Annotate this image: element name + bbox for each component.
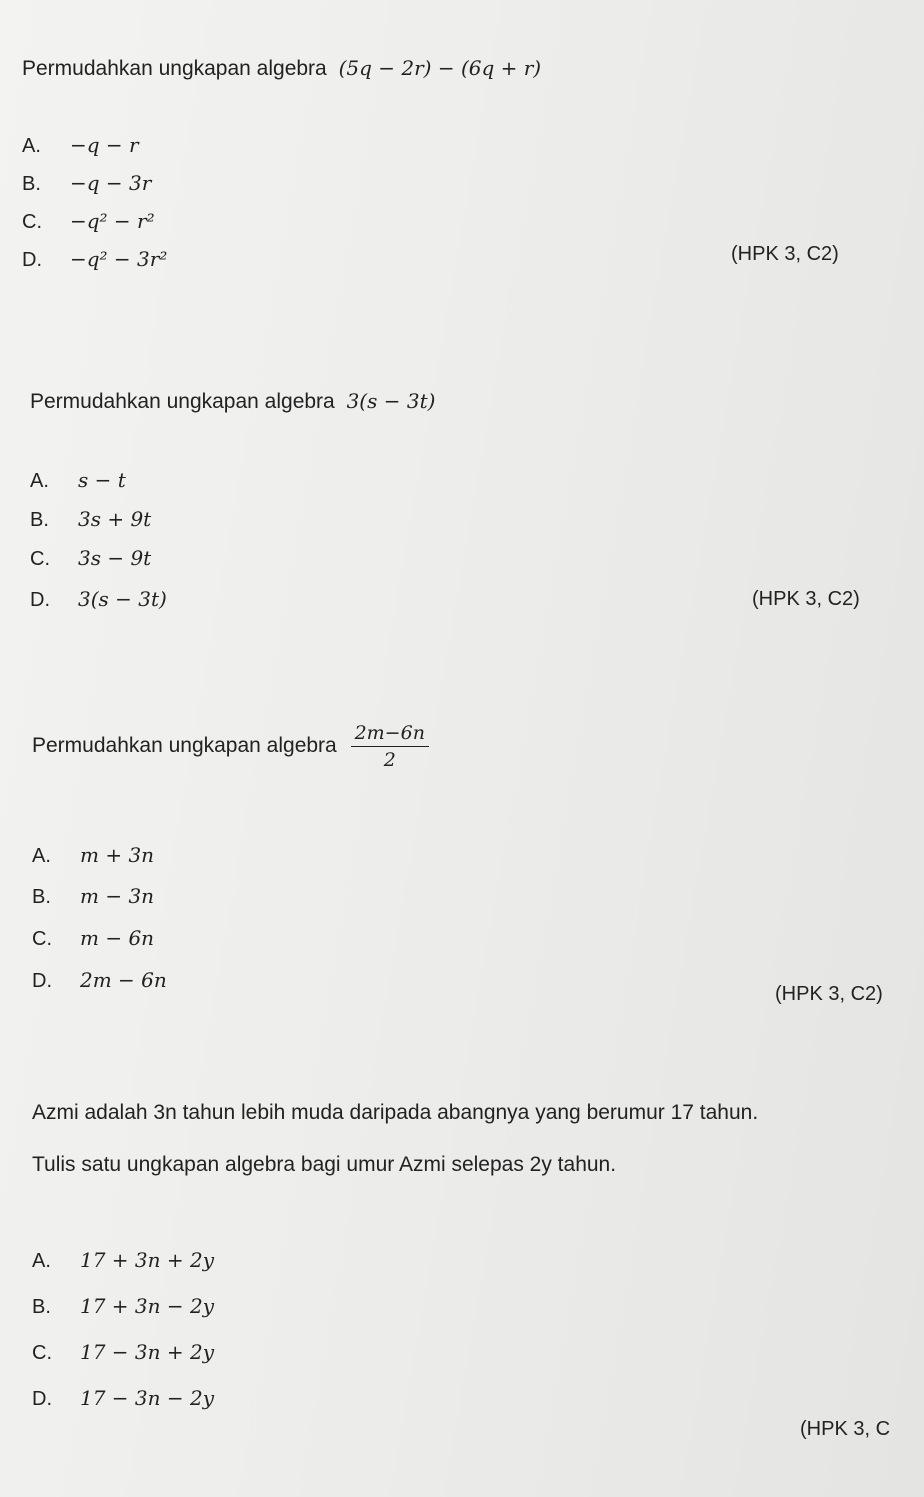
option-expression: s − t <box>78 468 126 492</box>
option-letter: C. <box>32 928 52 950</box>
option-d[interactable] <box>30 587 167 612</box>
option-expression: 17 − 3n + 2y <box>80 1340 215 1364</box>
option-letter: B. <box>32 1296 51 1318</box>
question-4-stem-line-1: Azmi adalah 3n tahun lebih muda daripada abangnya yang berumur 17 tahun. <box>32 1101 759 1124</box>
stem-text: Permudahkan ungkapan algebra <box>22 57 327 80</box>
option-letter: D. <box>22 249 42 271</box>
option-d[interactable] <box>32 1386 214 1411</box>
option-letter: D. <box>32 1388 52 1410</box>
question-1-stem <box>22 56 541 81</box>
stem-fraction <box>351 722 429 771</box>
option-expression: 3(s − 3t) <box>78 587 167 611</box>
option-expression: 2m − 6n <box>80 968 167 992</box>
option-letter: C. <box>32 1342 52 1364</box>
option-b[interactable] <box>22 171 151 196</box>
option-b[interactable] <box>32 884 154 909</box>
question-2-stem <box>30 389 435 414</box>
option-letter: A. <box>22 135 41 157</box>
option-expression: −q − 3r <box>70 171 152 195</box>
stem-expression: (5q − 2r) − (6q + r) <box>338 56 542 80</box>
option-a[interactable] <box>22 133 139 158</box>
fraction-numerator: 2m−6n <box>351 722 429 747</box>
option-letter: C. <box>22 211 42 233</box>
option-b[interactable] <box>30 507 151 532</box>
option-letter: B. <box>32 886 51 908</box>
option-letter: C. <box>30 548 50 570</box>
stem-text: Permudahkan ungkapan algebra <box>30 390 335 413</box>
fraction-denominator: 2 <box>383 749 396 771</box>
option-expression: 17 + 3n − 2y <box>80 1294 215 1318</box>
stem-text: Permudahkan ungkapan algebra <box>32 734 337 758</box>
option-a[interactable] <box>32 1248 214 1273</box>
option-c[interactable] <box>22 209 155 234</box>
stem-expression: 3(s − 3t) <box>346 389 436 413</box>
option-expression: m − 6n <box>80 926 155 950</box>
option-expression: −q − r <box>70 133 139 157</box>
option-letter: D. <box>30 589 50 611</box>
option-expression: 17 + 3n + 2y <box>80 1248 215 1272</box>
hpk-reference: (HPK 3, C2) <box>752 588 860 610</box>
option-c[interactable] <box>32 1340 214 1365</box>
hpk-reference: (HPK 3, C2) <box>731 243 839 265</box>
option-expression: 17 − 3n − 2y <box>80 1386 215 1410</box>
option-letter: B. <box>22 173 41 195</box>
hpk-reference: (HPK 3, C <box>800 1418 891 1440</box>
option-letter: D. <box>32 970 52 992</box>
option-expression: 3s − 9t <box>78 546 152 570</box>
option-expression: −q² − 3r² <box>70 247 168 271</box>
question-3-stem <box>32 722 429 771</box>
option-a[interactable] <box>32 843 154 868</box>
option-d[interactable] <box>22 247 167 272</box>
option-expression: 3s + 9t <box>78 507 152 531</box>
option-expression: m + 3n <box>80 843 155 867</box>
option-d[interactable] <box>32 968 167 993</box>
option-expression: m − 3n <box>80 884 155 908</box>
option-letter: B. <box>30 509 49 531</box>
option-letter: A. <box>30 470 49 492</box>
hpk-reference: (HPK 3, C2) <box>775 983 883 1005</box>
option-letter: A. <box>32 845 51 867</box>
question-4-stem-line-2: Tulis satu ungkapan algebra bagi umur Azmi selepas 2y tahun. <box>32 1153 617 1176</box>
option-expression: −q² − r² <box>70 209 155 233</box>
option-a[interactable] <box>30 468 126 493</box>
option-letter: A. <box>32 1250 51 1272</box>
option-c[interactable] <box>30 546 151 571</box>
option-c[interactable] <box>32 926 154 951</box>
option-b[interactable] <box>32 1294 214 1319</box>
